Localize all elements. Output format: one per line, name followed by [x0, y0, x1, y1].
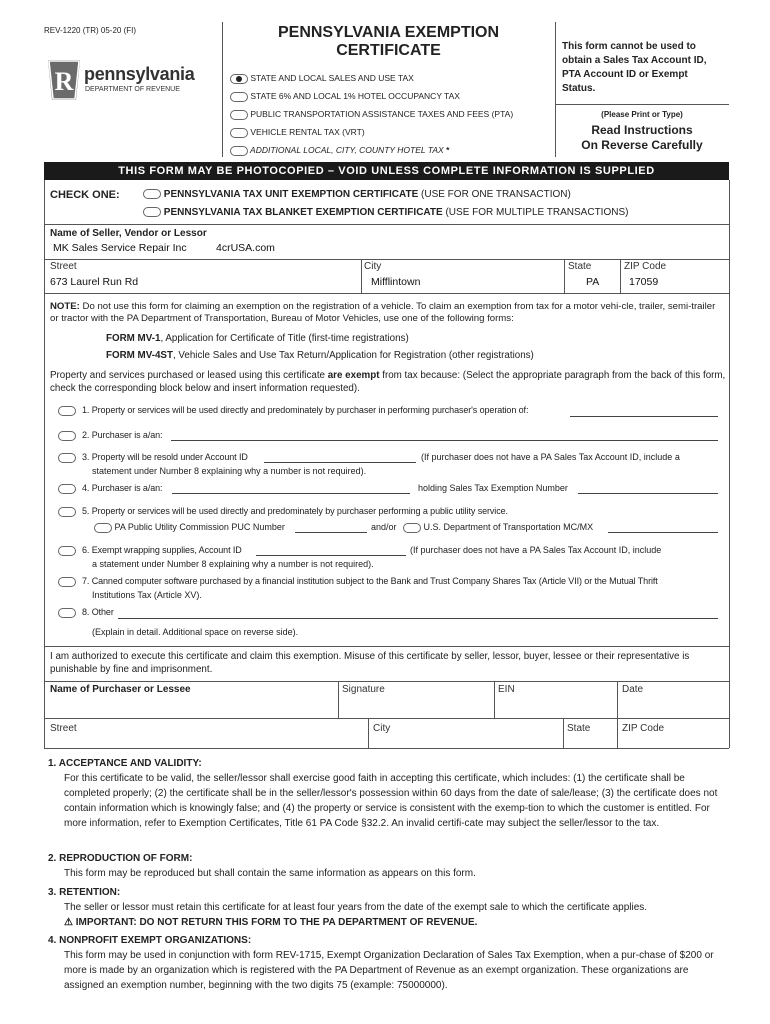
instruction-2: 2. REPRODUCTION OF FORM: This form may be reproduced but shall contain the same information as appears on this form. [48, 853, 476, 879]
authorization-statement: I am authorized to execute this certificate and claim this exemption. Misuse of this certificate by seller, lessor, buyer, lessee or their representative is punishable by fine and imprisonment. [50, 651, 690, 675]
seller-street-label: Street [50, 261, 77, 272]
ein-label: EIN [498, 684, 515, 695]
notice-box: This form cannot be used to obtain a Sales Tax Account ID, PTA Account ID or Exempt Status. [562, 41, 707, 94]
item-6-note: (If purchaser does not have a PA Sales Tax Account ID, include [410, 545, 662, 555]
tax-type-option[interactable]: STATE 6% AND LOCAL 1% HOTEL OCCUPANCY TAX [230, 87, 513, 105]
exemption-item-7[interactable]: 7. Canned computer software purchased by a financial institution subject to the Bank and Trust Company Shares Tax (Article VII) or the Mutual Thrift [58, 576, 658, 587]
svg-text:R: R [54, 67, 74, 96]
tax-type-option[interactable]: STATE AND LOCAL SALES AND USE TAX [230, 69, 513, 87]
logo-text: pennsylvania [84, 64, 195, 84]
item-6-note-2: a statement under Number 8 explaining why a number is not required). [92, 559, 374, 569]
check-one-label: CHECK ONE: [50, 189, 120, 201]
seller-zip-label: ZIP Code [624, 261, 667, 272]
print-note: (Please Print or Type) [601, 110, 683, 119]
checkbox[interactable] [58, 484, 76, 494]
checkbox[interactable] [94, 523, 112, 533]
checkbox[interactable] [403, 523, 421, 533]
read-instructions: Read Instructions [591, 123, 693, 137]
and-or: and/or [371, 522, 397, 532]
signature-label: Signature [342, 684, 385, 695]
checkbox[interactable] [143, 207, 161, 217]
note-text: NOTE: Do not use this form for claiming an exemption on the registration of a vehicle. To claim an exemption from tax for a motor vehi-cle, trailer, semi-trailer or tractor with the PA Department of Transportation, Bureau of Motor Vehicles, use one of the following forms: [50, 301, 716, 324]
checkbox[interactable] [58, 546, 76, 556]
form-code: REV-1220 (TR) 05-20 (FI) [44, 26, 137, 35]
purchaser-name-label: Name of Purchaser or Lessee [50, 684, 191, 695]
tax-type-list [230, 69, 513, 159]
exemption-item-8[interactable]: 8. Other [58, 607, 114, 618]
exemption-item-5[interactable]: 5. Property or services will be used directly and predominately by purchaser performing a public utility service. [58, 506, 508, 517]
seller-state-value[interactable]: PA [586, 276, 600, 288]
date-label: Date [622, 684, 644, 695]
tax-type-option[interactable]: ADDITIONAL LOCAL, CITY, COUNTY HOTEL TAX * [230, 141, 513, 159]
form-mv4st: FORM MV-4ST, Vehicle Sales and Use Tax Return/Application for Registration (other registrations) [106, 350, 534, 361]
purchaser-state-label: State [567, 723, 591, 734]
banner: THIS FORM MAY BE PHOTOCOPIED – VOID UNLESS COMPLETE INFORMATION IS SUPPLIED [44, 162, 729, 180]
item-3-note-2: statement under Number 8 explaining why a number is not required). [92, 466, 367, 476]
form-mv1: FORM MV-1, Application for Certificate of Title (first-time registrations) [106, 333, 409, 344]
tax-type-option[interactable]: PUBLIC TRANSPORTATION ASSISTANCE TAXES AND FEES (PTA) [230, 105, 513, 123]
seller-name-value-2[interactable]: 4crUSA.com [216, 242, 275, 254]
checkbox[interactable] [58, 507, 76, 517]
read-instructions-2: On Reverse Carefully [581, 138, 703, 152]
seller-name-value[interactable]: MK Sales Service Repair Inc [53, 242, 187, 254]
item-3-note: (If purchaser does not have a PA Sales Tax Account ID, include a [421, 452, 680, 462]
usdot-option[interactable]: U.S. Department of Transportation MC/MX [403, 522, 593, 533]
tax-type-option[interactable]: VEHICLE RENTAL TAX (VRT) [230, 123, 513, 141]
radio-selected[interactable] [230, 74, 248, 84]
exemption-item-4[interactable]: 4. Purchaser is a/an: [58, 483, 162, 494]
purchaser-zip-label: ZIP Code [622, 723, 665, 734]
form-title-line2: CERTIFICATE [336, 42, 441, 59]
radio[interactable] [230, 146, 248, 156]
seller-street-value[interactable]: 673 Laurel Run Rd [50, 276, 139, 288]
seller-city-value[interactable]: Mifflintown [371, 276, 421, 288]
radio[interactable] [230, 110, 248, 120]
form-title-line1: PENNSYLVANIA EXEMPTION [277, 24, 500, 41]
checkbox[interactable] [58, 577, 76, 587]
blanket-exemption-option[interactable]: PENNSYLVANIA TAX BLANKET EXEMPTION CERTIFICATE (USE FOR MULTIPLE TRANSACTIONS) [143, 207, 628, 218]
checkbox[interactable] [143, 189, 161, 199]
exemption-item-2[interactable]: 2. Purchaser is a/an: [58, 430, 162, 441]
seller-zip-value[interactable]: 17059 [629, 276, 659, 288]
exemption-item-3[interactable]: 3. Property will be resold under Account ID [58, 452, 248, 463]
important-notice: ⚠ IMPORTANT: DO NOT RETURN THIS FORM TO THE PA DEPARTMENT OF REVENUE. [64, 917, 478, 928]
checkbox[interactable] [58, 608, 76, 618]
item-8-note: (Explain in detail. Additional space on reverse side). [92, 627, 299, 637]
item-7-note: Institutions Tax (Article XV). [92, 590, 202, 600]
instruction-4: 4. NONPROFIT EXEMPT ORGANIZATIONS: This form may be used in conjunction with form REV-1715, Exempt Organization Declaration of Sales Tax Exemption, when a pur-chase of $200 or more is made by an organization which is registered with the PA Department of Revenue as an exempt organization. These organizations are assigned an exemption number, beginning with the two digits 75 (example: 75000000). [48, 935, 714, 991]
exemption-item-1[interactable]: 1. Property or services will be used directly and predominately by purchaser in performing purchaser's operation of: [58, 405, 528, 416]
checkbox[interactable] [58, 431, 76, 441]
purchaser-street-label: Street [50, 723, 77, 734]
seller-city-label: City [364, 261, 382, 272]
seller-state-label: State [568, 261, 592, 272]
purchaser-city-label: City [373, 723, 391, 734]
exemption-reason-intro: Property and services purchased or leased using this certificate are exempt from tax because: (Select the appropriate paragraph from the back of this form, check the corresponding block below and insert information requested). [50, 370, 726, 394]
item-4-holding: holding Sales Tax Exemption Number [418, 483, 568, 493]
unit-exemption-option[interactable]: PENNSYLVANIA TAX UNIT EXEMPTION CERTIFICATE (USE FOR ONE TRANSACTION) [143, 189, 571, 200]
checkbox[interactable] [58, 406, 76, 416]
puc-option[interactable]: PA Public Utility Commission PUC Number [94, 522, 285, 533]
checkbox[interactable] [58, 453, 76, 463]
keystone-icon [44, 58, 84, 102]
pa-logo [44, 58, 84, 107]
radio[interactable] [230, 128, 248, 138]
warning-icon: ⚠ [64, 917, 73, 928]
exemption-item-6[interactable]: 6. Exempt wrapping supplies, Account ID [58, 545, 242, 556]
logo-subtext: DEPARTMENT OF REVENUE [85, 86, 180, 93]
instruction-3: 3. RETENTION: The seller or lessor must retain this certificate for at least four years from the date of the exempt sale to which the certificate applies. [48, 887, 648, 913]
radio[interactable] [230, 92, 248, 102]
instruction-1: 1. ACCEPTANCE AND VALIDITY: For this certificate to be valid, the seller/lessor shall exercise good faith in accepting this certificate, which includes: (1) the certificate shall be completed properly; (2) the certificate shall be in the seller/lessor's possession within 60 days from the date of sale/lease; (3) the certificate does not contain information which is knowingly false; and (4) the property or service is consistent with the exemp-tion to which the customer is entitled. For more information, refer to Exemption Certificates, Title 61 PA Code §32.2. An invalid certifi-cate may subject the seller/lessor to the tax. [48, 758, 718, 829]
seller-name-label: Name of Seller, Vendor or Lessor [50, 228, 207, 239]
